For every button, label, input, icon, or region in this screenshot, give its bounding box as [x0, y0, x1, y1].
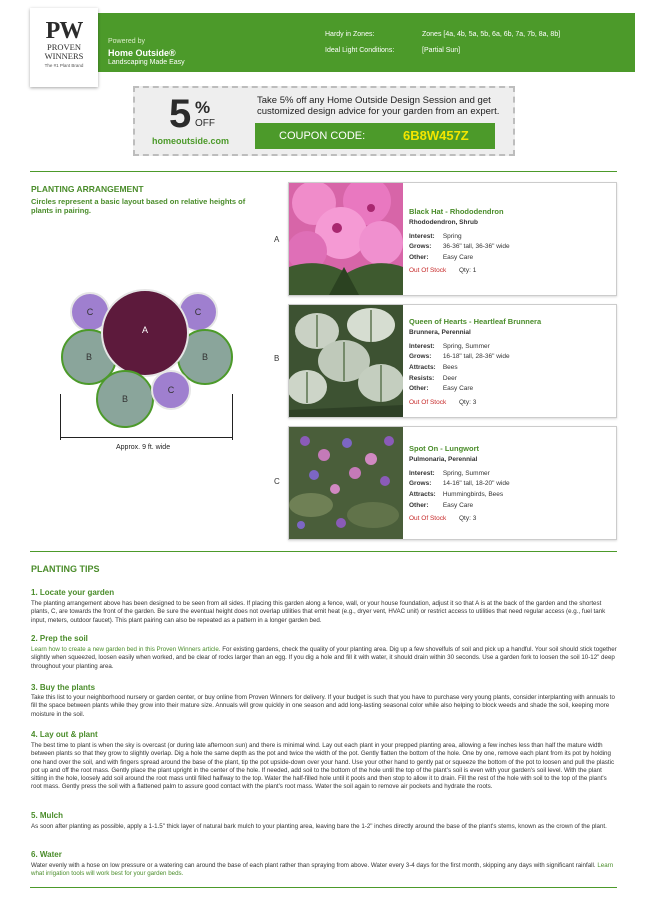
- plant-attribute: Grows: 36-36" tall, 36-36" wide: [409, 243, 510, 250]
- plant-attribute: Other: Easy Care: [409, 502, 474, 509]
- plant-attribute: Interest: Spring: [409, 233, 462, 240]
- tip-body: Learn how to create a new garden bed in this Proven Winners article. For existing gardens, check the quality of your planting area. Dig up a few shovelfuls of soil and pick up a handful. Your soil should stick together slightly when squeezed, loosen easily when worked, and be clear of rocks larger than an egg. If you dig a hole and fill it with water, it should drain within 30 seconds. Use a garden fork to loosen the soil 10-12" deep throughout your planting area.: [31, 646, 617, 670]
- circle-a: A: [101, 289, 189, 377]
- tip-heading: 3. Buy the plants: [31, 683, 96, 692]
- partner-name: Home Outside®: [108, 48, 176, 58]
- tip-body: The best time to plant is when the sky is overcast (or during late afternoon sun) and there is minimal wind. Lay out each plant in your prepped planting area, allowing a few inches less than half the mature width between plants so that they grow to slightly overlap. Dig a hole the same depth as the pot and twice the width of the pot. Gently flatten the bottom of the hole. One by one, remove each plant from its pot by holding one hand over the soil, and with fingers spread around the base of the plant, tip the pot upside-down over your hand. Use your other hand to gently pat or squeeze the bottom of the pot to loosen and pull the plastic pot up and off the root mass. Gently place the plant upright in the center of the hole. If needed, add soil to the bottom of the hole until the top of the plant's soil is even with your garden's soil level. With the plant sitting in the hole, loosely add soil around the root mass until filled halfway to the top. Water the half-filled hole until it pools and then stop to allow it to drain. Fill the rest of the hole with soil to the top of the plant's root mass. Gently press the soil with a flattened palm to assure good contact with the plant's root mass. Water the soil again to remove air pockets and hydrate the roots.: [31, 742, 615, 791]
- coupon-amount: 5: [169, 92, 192, 136]
- stock-status: Out Of Stock: [409, 267, 447, 274]
- tip-body: The planting arrangement above has been designed to be seen from all sides. If placing this garden along a fence, wall, or your house foundation, adjust it so that A is at the back of the garden and the shortest plants, C, are towards the front of the garden. Be sure the eventual height does not overlap utilities that emit heat (e.g., dryer vent, HVAC unit) or restrict access to utilities that need regular access (e.g., fuel tank input, meters, outdoor faucet). This plant pairing can also be repeated as a pattern in a longer garden bed.: [31, 600, 606, 624]
- logo-line-1: PROVEN: [46, 42, 81, 52]
- tip-body: As soon after planting as possible, apply a 1-1.5" thick layer of natural bark mulch to your planting area, leaving bare the 1-2" inches directly around the base of the plant's stems, known as the crown of the plant.: [31, 823, 607, 830]
- tip-heading: 2. Prep the soil: [31, 634, 88, 643]
- width-dimension-line: [60, 437, 233, 438]
- coupon-box: [133, 86, 515, 156]
- light-conditions-label: Ideal Light Conditions:: [325, 47, 395, 54]
- tips-title: PLANTING TIPS: [31, 564, 100, 574]
- rhododendron-photo: [289, 183, 403, 295]
- plant-letter: B: [274, 354, 280, 363]
- plant-name[interactable]: Queen of Hearts - Heartleaf Brunnera: [409, 317, 542, 326]
- circle-c: C: [70, 292, 110, 332]
- garden-bed-article-link[interactable]: Learn how to create a new garden bed in this Proven Winners article.: [31, 646, 221, 653]
- quantity: Qty: 1: [459, 267, 477, 274]
- logo-mark: PW: [45, 18, 83, 44]
- partner-tagline: Landscaping Made Easy: [108, 59, 185, 66]
- tip-heading: 4. Lay out & plant: [31, 730, 98, 739]
- width-dimension-tick: [232, 394, 233, 440]
- plant-botanical: Rhododendron, Shrub: [409, 219, 478, 226]
- stock-status: Out Of Stock: [409, 399, 447, 406]
- width-label: Approx. 9 ft. wide: [116, 444, 171, 451]
- light-conditions-value: [Partial Sun]: [422, 47, 461, 54]
- arrangement-subtitle: Circles represent a basic layout based on relative heights of plants in pairing.: [31, 197, 246, 215]
- powered-by: Powered by: [108, 38, 145, 45]
- circle-b: B: [96, 370, 154, 428]
- irrigation-tools-link[interactable]: Learn what irrigation tools will work best for your garden beds.: [31, 862, 614, 878]
- coupon-code-label: COUPON CODE:: [279, 130, 366, 142]
- stock-status: Out Of Stock: [409, 515, 447, 522]
- quantity: Qty: 3: [459, 515, 477, 522]
- plant-card-c[interactable]: [288, 426, 617, 540]
- tip-heading: 6. Water: [31, 850, 62, 859]
- plant-name[interactable]: Spot On - Lungwort: [409, 444, 479, 453]
- plant-attribute: Resists: Deer: [409, 375, 457, 382]
- logo-tagline: The #1 Plant Brand: [44, 63, 84, 68]
- plant-attribute: Grows: 14-16" tall, 18-20" wide: [409, 480, 510, 487]
- circle-c: C: [151, 370, 191, 410]
- circle-b: B: [61, 329, 117, 385]
- plant-attribute: Attracts: Hummingbirds, Bees: [409, 491, 504, 498]
- plant-attribute: Other: Easy Care: [409, 385, 474, 392]
- hardy-zones-value: Zones [4a, 4b, 5a, 5b, 6a, 6b, 7a, 7b, 8a, 8b]: [422, 31, 561, 38]
- plant-attribute: Interest: Spring, Summer: [409, 470, 490, 477]
- plant-card-a[interactable]: [288, 182, 617, 296]
- coupon-percent: %: [195, 98, 211, 117]
- plant-attribute: Interest: Spring, Summer: [409, 343, 490, 350]
- section-divider: [30, 551, 617, 552]
- plant-attribute: Grows: 16-18" tall, 28-36" wide: [409, 353, 510, 360]
- hardy-zones-label: Hardy in Zones:: [325, 31, 375, 38]
- plant-botanical: Pulmonaria, Perennial: [409, 456, 478, 463]
- tip-heading: 5. Mulch: [31, 811, 64, 820]
- plant-card-b[interactable]: [288, 304, 617, 418]
- tip-body: Water evenly with a hose on low pressure or a watering can around the base of each plant rather than spraying from above. Water every 3-4 days for the first month, skipping any days with significant rainfall. Learn what irrigation tools will work best for your garden beds.: [31, 862, 614, 878]
- lungwort-photo: [289, 427, 403, 539]
- logo-line-2: WINNERS: [44, 51, 84, 61]
- brunnera-photo: [289, 305, 403, 417]
- quantity: Qty: 3: [459, 399, 477, 406]
- arrangement-title: PLANTING ARRANGEMENT: [31, 184, 144, 194]
- proven-winners-logo[interactable]: [30, 8, 98, 87]
- coupon-code[interactable]: 6B8W457Z: [403, 128, 469, 143]
- section-divider: [30, 171, 617, 172]
- width-dimension-tick: [60, 394, 61, 440]
- plant-botanical: Brunnera, Perennial: [409, 329, 471, 336]
- plant-name[interactable]: Black Hat - Rhododendron: [409, 207, 504, 216]
- circle-b: B: [177, 329, 233, 385]
- plant-letter: C: [274, 477, 280, 486]
- section-divider: [30, 887, 617, 888]
- coupon-site-link[interactable]: homeoutside.com: [152, 136, 230, 146]
- coupon-code-bar: [255, 123, 495, 149]
- plant-attribute: Other: Easy Care: [409, 254, 474, 261]
- tip-body: Take this list to your neighborhood nursery or garden center, or buy online from Proven Winners for delivery. If your budget is such that you have to purchase very young plants, consider interplanting with annuals to fill the space between plants while they grow into their mature size. Annuals will grow quickly in one season and add long-lasting seasonal color while also helping to block weeds and shade the soil, keeping more moisture in the soil.: [31, 694, 615, 718]
- coupon-description: Take 5% off any Home Outside Design Session and get customized design advice for your garden from an expert.: [257, 95, 500, 117]
- plant-letter: A: [274, 235, 280, 244]
- circle-c: C: [178, 292, 218, 332]
- plant-attribute: Attracts: Bees: [409, 364, 458, 371]
- coupon-off: OFF: [195, 118, 215, 129]
- tip-heading: 1. Locate your garden: [31, 588, 115, 597]
- header-bar: [30, 13, 635, 72]
